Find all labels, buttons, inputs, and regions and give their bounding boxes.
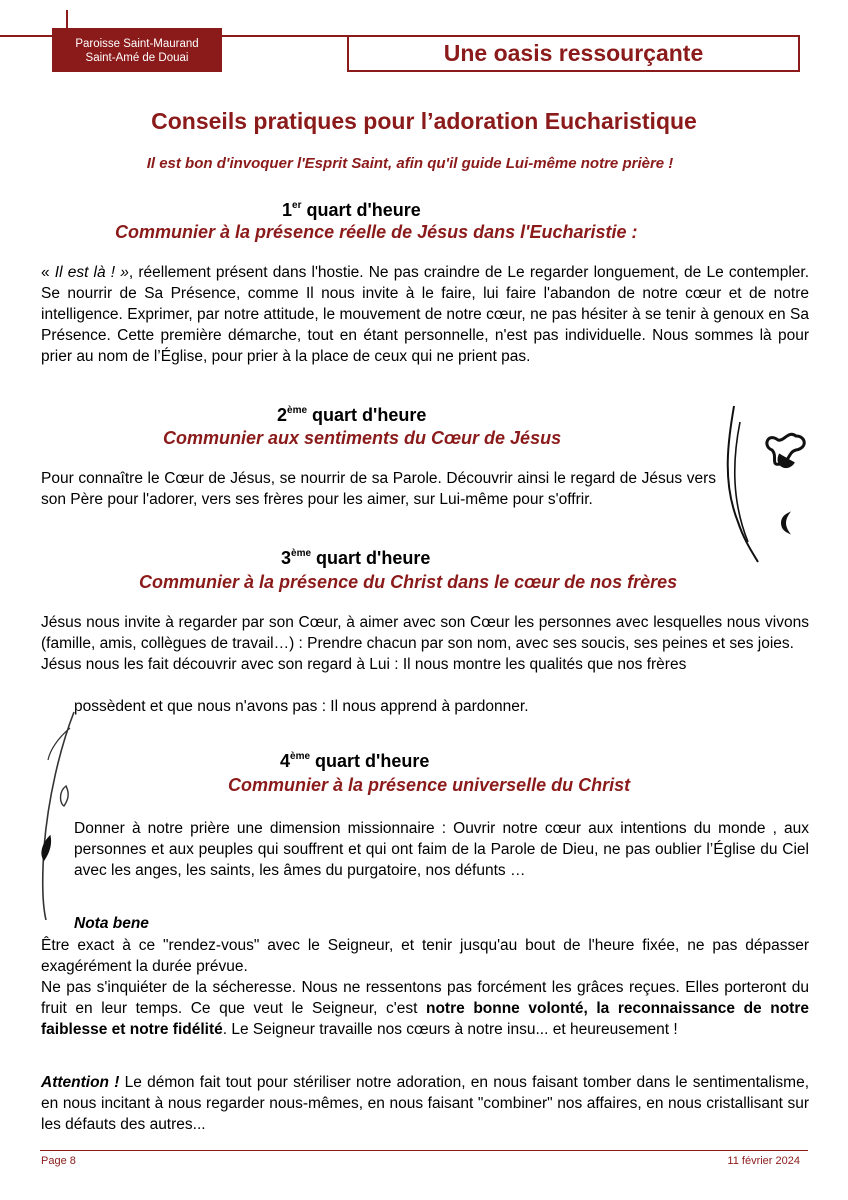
header-title: Une oasis ressourçante <box>443 40 704 66</box>
section-4-subtitle: Communier à la présence universelle du Christ <box>228 775 631 795</box>
parish-line-2: Saint-Amé de Douai <box>85 52 189 64</box>
section-4-body: Donner à notre prière une dimension missionnaire : Ouvrir notre cœur aux intentions du monde , aux personnes et aux peuples qui souffrent et qui ont faim de la Parole de Dieu, ne pas oublier l’Église du Ciel avec les anges, les saints, les âmes du purgatoire, nos défunts … <box>74 820 809 879</box>
flower-drawing-icon <box>718 402 828 570</box>
parish-label <box>52 28 222 72</box>
section-2-body: Pour connaître le Cœur de Jésus, se nourrir de sa Parole. Découvrir ainsi le regard de Jésus vers son Père pour l'adorer, vers ses frères pour les aimer, sur Lui-même pour s'offrir. <box>41 470 716 508</box>
attention-label: Attention ! <box>41 1074 120 1091</box>
intro-text: Il est bon d'invoquer l'Esprit Saint, afin qu'il guide Lui-même notre prière ! <box>146 155 674 172</box>
section-3-subtitle: Communier à la présence du Christ dans le cœur de nos frères <box>139 572 678 592</box>
nota-bene-title: Nota bene <box>74 915 149 932</box>
footer-rule <box>40 1150 808 1151</box>
section-1-body: « Il est là ! », réellement présent dans l'hostie. Ne pas craindre de Le regarder longuement, de Le contempler. Se nourrir de Sa Présence, comme Il nous invite à le faire, lui faire l'abandon de notre cœur et de notre intelligence. Exprimer, par notre attitude, le mouvement de notre cœur, ne pas hésiter à se tenir à genoux en Sa Présence. Cette première démarche, tout en étant personnelle, n'est pas individuelle. Nous sommes là pour prier au nom de l’Église, pour prier à la place de ceux qui ne prient pas. <box>41 264 809 365</box>
section-2-heading: 2ème quart d'heure <box>277 405 427 425</box>
attention-paragraph: Attention ! Le démon fait tout pour stériliser notre adoration, en nous faisant tomber dans le sentimentalisme, en nous incitant à nous regarder nous-mêmes, en nous faisant "combiner" nos affaires, en nous cristallisant sur les défauts des autres... <box>41 1074 809 1133</box>
nota-bene-body: Être exact à ce "rendez-vous" avec le Seigneur, et tenir jusqu'au bout de l'heure fixée, ne pas dépasser exagérément la durée prévue. Ne pas s'inquiéter de la sécheresse. Nous ne ressentons pas forcément les grâces reçues. Elles porteront du fruit en leur temps. Ce que veut le Seigneur, c'est notre bonne volonté, la reconnaissance de notre faiblesse et notre fidélité. Le Seigneur travaille nos cœurs à notre insu... et heureusement ! <box>41 937 809 1038</box>
section-4-heading: 4ème quart d'heure <box>280 751 430 771</box>
page-number: Page 8 <box>41 1155 76 1167</box>
section-3-body: Jésus nous invite à regarder par son Cœur, à aimer avec son Cœur les personnes avec lesquelles nous vivons (famille, amis, collègues de travail…) : Prendre chacun par son nom, avec ses soucis, ses peines et ses joies. Jésus nous les fait découvrir avec son regard à Lui : Il nous montre les qualités que nos frères <box>41 614 809 673</box>
section-1-subtitle: Communier à la présence réelle de Jésus dans l'Eucharistie : <box>115 222 638 242</box>
footer-date: 11 février 2024 <box>727 1155 800 1167</box>
section-3-body-end: possèdent et que nous n'avons pas : Il nous apprend à pardonner. <box>74 698 529 715</box>
page-title: Conseils pratiques pour l’adoration Eucharistique <box>151 108 697 134</box>
section-3-heading: 3ème quart d'heure <box>281 548 431 568</box>
stem-drawing-icon <box>30 708 80 923</box>
section-1-heading: 1er quart d'heure <box>282 200 421 220</box>
parish-line-1: Paroisse Saint-Maurand <box>75 38 199 50</box>
section-2-subtitle: Communier aux sentiments du Cœur de Jésus <box>163 428 562 448</box>
